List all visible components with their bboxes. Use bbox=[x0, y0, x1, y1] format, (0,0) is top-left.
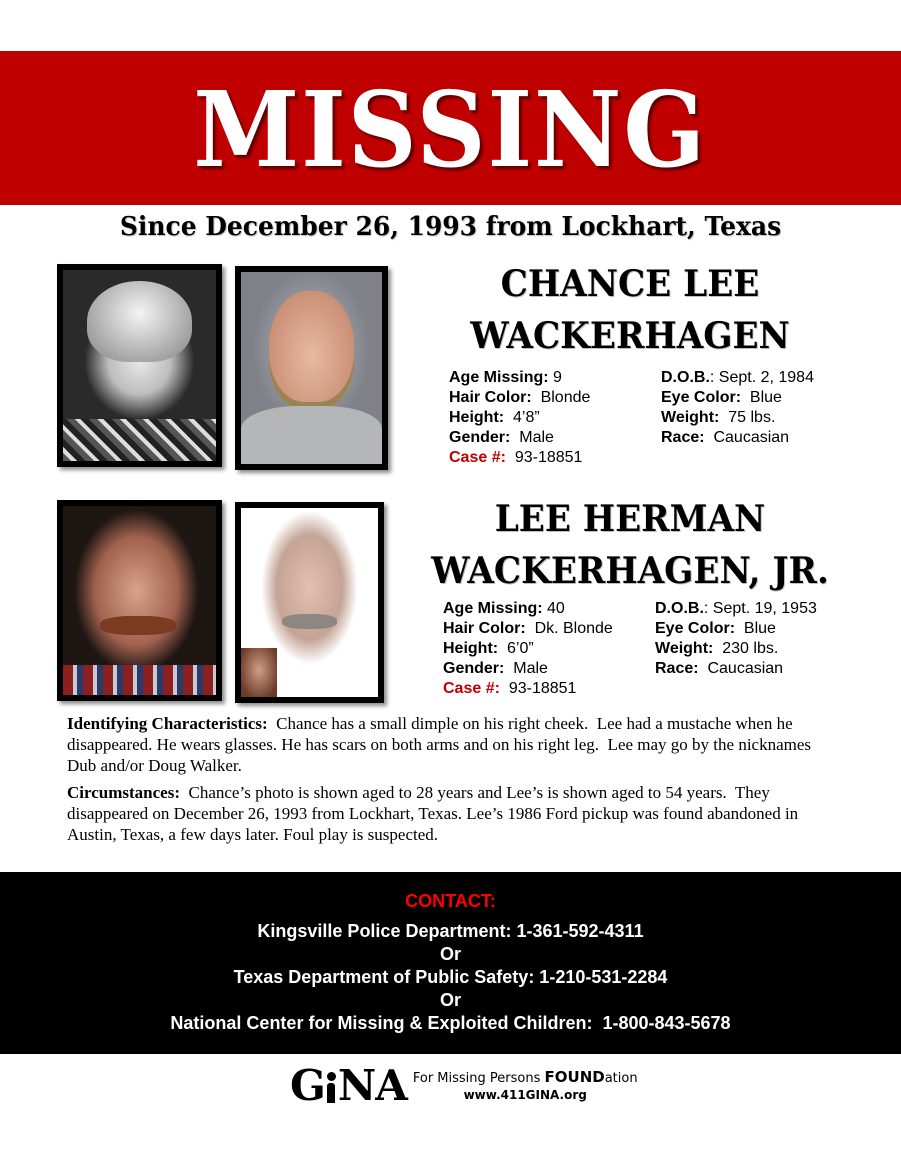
gina-url-link[interactable]: www.411GINA.org bbox=[463, 1088, 587, 1102]
contact-heading: CONTACT: bbox=[405, 891, 496, 911]
identifying-characteristics bbox=[67, 713, 837, 776]
fact-age-missing: Age Missing: 40 bbox=[443, 600, 565, 617]
photo-image bbox=[63, 506, 216, 695]
contact-or-separator: Or bbox=[439, 990, 461, 1010]
gina-footer bbox=[290, 1061, 638, 1110]
fact-weight: Weight: 75 lbs. bbox=[661, 409, 776, 426]
person-figure-icon bbox=[327, 1072, 336, 1103]
facts-lee bbox=[443, 599, 855, 699]
lee-original-photo bbox=[57, 500, 222, 701]
facts-left-column bbox=[443, 599, 655, 699]
inset-original-photo bbox=[241, 648, 277, 697]
photo-image bbox=[241, 508, 378, 697]
fact-race: Race: Caucasian bbox=[661, 429, 790, 446]
fact-case-number: Case #: 93-18851 bbox=[449, 449, 583, 466]
contact-section bbox=[0, 872, 901, 1054]
contact-texas-dps: Texas Department of Public Safety: 1-210-531-2284 bbox=[233, 967, 668, 987]
fact-case-number: Case #: 93-18851 bbox=[443, 680, 577, 697]
fact-dob: D.O.B.: Sept. 19, 1953 bbox=[655, 600, 817, 617]
name-line-1: CHANCE LEE bbox=[500, 263, 760, 305]
circumstances-label: Circumstances: bbox=[67, 783, 180, 802]
facts-right-column bbox=[661, 368, 861, 468]
gina-logo bbox=[290, 1061, 407, 1110]
facts-chance bbox=[449, 368, 861, 468]
name-line-2: WACKERHAGEN, JR. bbox=[431, 550, 829, 592]
name-line-1: LEE HERMAN bbox=[494, 498, 766, 540]
fact-hair-color: Hair Color: Blonde bbox=[449, 389, 591, 406]
logo-letters-na: NA bbox=[337, 1061, 407, 1110]
fact-gender: Gender: Male bbox=[443, 660, 548, 677]
fact-height: Height: 4’8” bbox=[449, 409, 540, 426]
person-name-lee bbox=[421, 493, 839, 597]
contact-kingsville-police: Kingsville Police Department: 1-361-592-4311 bbox=[257, 921, 644, 941]
missing-banner bbox=[0, 51, 901, 205]
fact-hair-color: Hair Color: Dk. Blonde bbox=[443, 620, 613, 637]
fact-dob: D.O.B.: Sept. 2, 1984 bbox=[661, 369, 814, 386]
identifying-label: Identifying Characteristics: bbox=[67, 714, 268, 733]
circumstances bbox=[67, 782, 837, 845]
person-name-chance bbox=[431, 258, 830, 362]
circumstances-text: Chance’s photo is shown aged to 28 years and Lee’s is shown aged to 54 years. They disappeared on December 26, 1993 from Lockhart, Texas. Lee’s 1986 Ford pickup was found abandoned in Austin, Texas, a few days later. Foul play is suspected. bbox=[67, 783, 802, 844]
lee-age-progressed-photo bbox=[235, 502, 384, 703]
photo-image bbox=[241, 272, 382, 464]
facts-left-column bbox=[449, 368, 661, 468]
chance-childhood-photo bbox=[57, 264, 222, 467]
banner-title: MISSING bbox=[193, 68, 708, 191]
contact-ncmec: National Center for Missing & Exploited Children: 1-800-843-5678 bbox=[170, 1013, 731, 1033]
fact-eye-color: Eye Color: Blue bbox=[661, 389, 782, 406]
fact-weight: Weight: 230 lbs. bbox=[655, 640, 779, 657]
contact-or-separator: Or bbox=[439, 944, 461, 964]
gina-tagline bbox=[413, 1069, 638, 1103]
chance-age-progressed-photo bbox=[235, 266, 388, 470]
identifying-text: Chance has a small dimple on his right cheek. Lee had a mustache when he disappeared. He wears glasses. He has scars on both arms and on his right leg. Lee may go by the nicknames Dub and/or Doug Walker. bbox=[67, 714, 816, 775]
fact-gender: Gender: Male bbox=[449, 429, 554, 446]
missing-since-line: Since December 26, 1993 from Lockhart, Texas bbox=[119, 212, 782, 242]
fact-eye-color: Eye Color: Blue bbox=[655, 620, 776, 637]
name-line-2: WACKERHAGEN bbox=[470, 315, 790, 357]
photo-image bbox=[63, 270, 216, 461]
fact-age-missing: Age Missing: 9 bbox=[449, 369, 562, 386]
facts-right-column bbox=[655, 599, 855, 699]
tagline-line: For Missing Persons FOUNDation bbox=[412, 1068, 638, 1086]
logo-letter-g: G bbox=[290, 1061, 325, 1110]
fact-height: Height: 6’0” bbox=[443, 640, 534, 657]
fact-race: Race: Caucasian bbox=[655, 660, 784, 677]
